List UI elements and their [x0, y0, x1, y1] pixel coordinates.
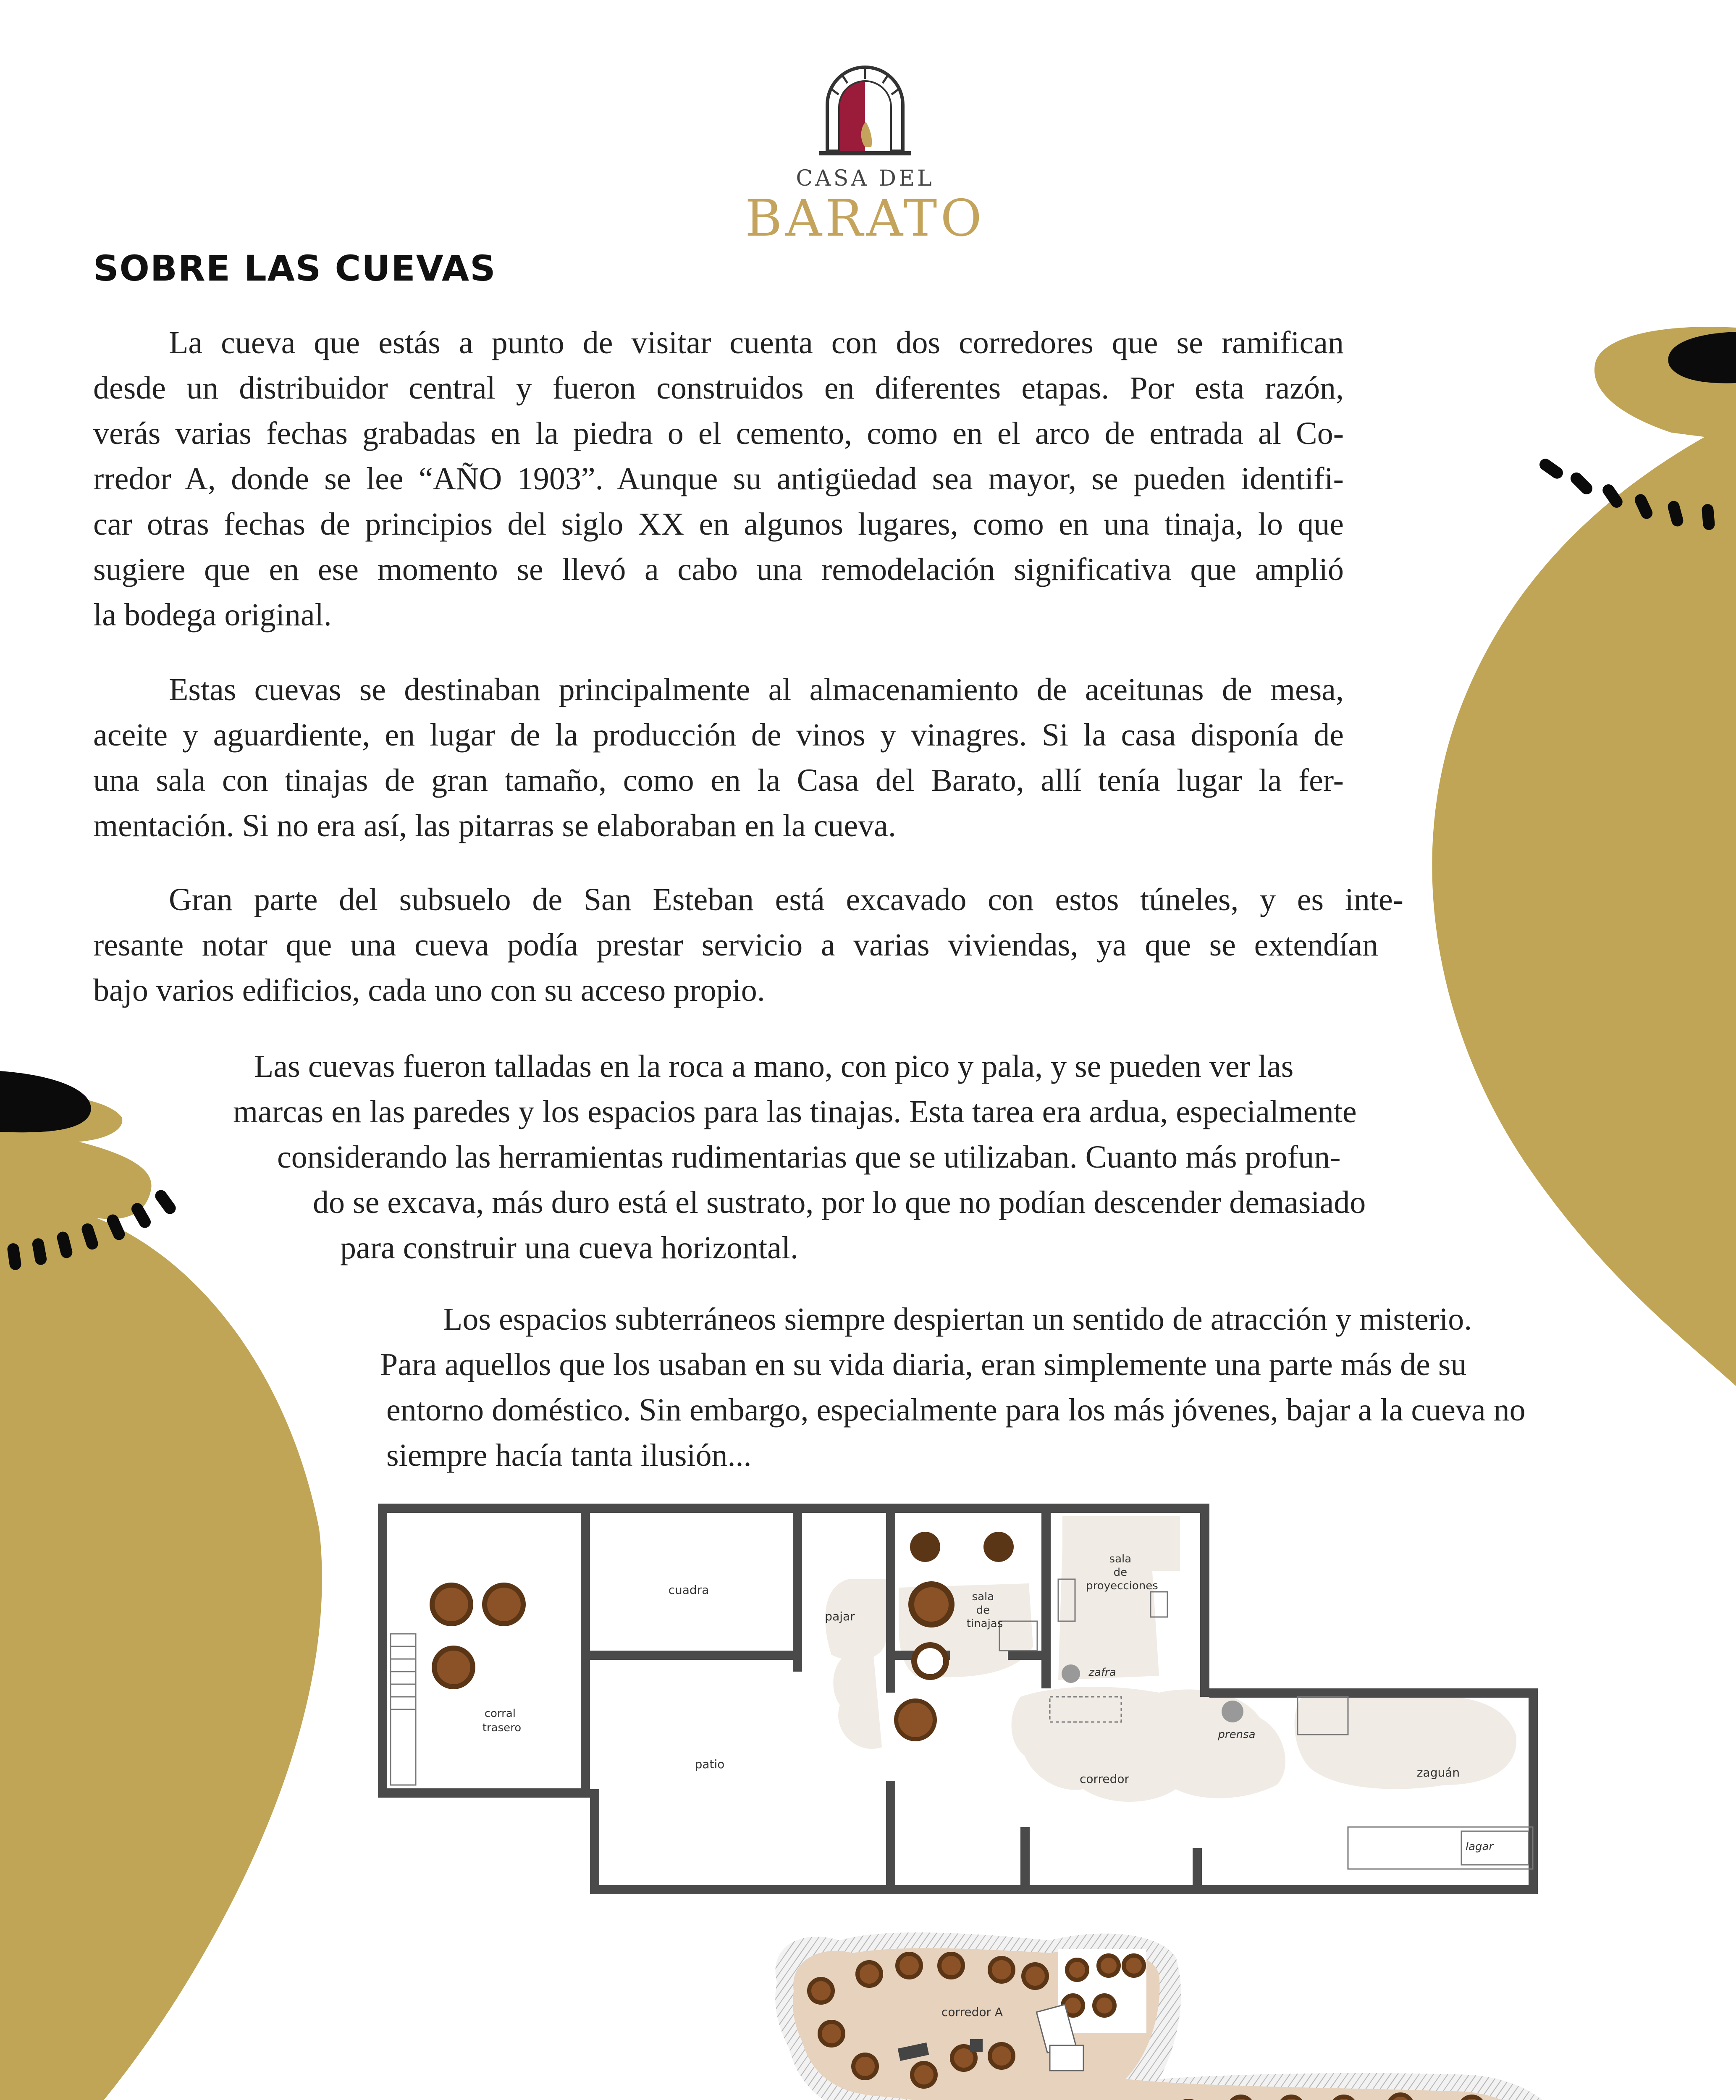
label-sala-tinajas-line: tinajas [966, 1617, 1003, 1630]
paragraph-line: desde un distribuidor central y fueron construidos en diferentes etapas. Por esta razón, [93, 370, 1344, 406]
label-corral-line: corral [484, 1707, 516, 1720]
paragraph-line: Para aquellos que los usaban en su vida diaria, eran simplemente una parte más de su [380, 1347, 1467, 1382]
label-patio: patio [695, 1757, 725, 1771]
logo-name-small: CASA DEL [796, 166, 934, 191]
label-prensa: prensa [1218, 1728, 1256, 1741]
paragraph-line: Estas cuevas se destinaban principalmente al almacenamiento de aceitunas de mesa, [169, 672, 1344, 707]
label-corredor: corredor [1079, 1772, 1130, 1786]
label-zaguan: zaguán [1416, 1766, 1460, 1780]
label-sala-proyecciones-line: proyecciones [1086, 1580, 1158, 1592]
label-corral-line: trasero [482, 1722, 522, 1734]
paragraph-line: siempre hacía tanta ilusión... [386, 1438, 752, 1473]
label-sala-proyecciones-line: de [1113, 1566, 1128, 1579]
paragraph-3 [93, 877, 1403, 1013]
paragraph-line: rredor A, donde se lee “AÑO 1903”. Aunque su antigüedad sea mayor, se pueden identifi- [93, 461, 1344, 496]
paragraph-line: para construir una cueva horizontal. [340, 1230, 798, 1265]
label-corral-trasero [483, 1707, 521, 1734]
paragraph-line: sugiere que en ese momento se llevó a cabo una remodelación significativa que amplió [93, 552, 1344, 587]
logo [739, 63, 991, 248]
paragraph-line: entorno doméstico. Sin embargo, especialmente para los más jóvenes, bajar a la cueva no [386, 1392, 1526, 1428]
label-sala-tinajas-line: sala [972, 1591, 994, 1603]
label-sala-tinajas-line: de [976, 1604, 990, 1617]
label-corredor-a: corredor A [941, 2005, 1003, 2019]
label-lagar: lagar [1465, 1840, 1494, 1853]
paragraph-5 [0, 1297, 1736, 1481]
paragraph-2 [93, 667, 1344, 848]
paragraph-1 [93, 320, 1344, 638]
paragraph-line: aceite y aguardiente, en lugar de la producción de vinos y vinagres. Si la casa disponía de [93, 717, 1344, 753]
logo-name-big: BARATO [745, 189, 985, 248]
cave-plan [756, 1924, 1579, 2100]
paragraph-line: Los espacios subterráneos siempre despiertan un sentido de atracción y misterio. [443, 1302, 1472, 1337]
paragraph-line: la bodega original. [93, 597, 332, 633]
paragraph-line: car otras fechas de principios del siglo XX en algunos lugares, como en una tinaja, lo que [93, 507, 1344, 542]
paragraph-line: considerando las herramientas rudimentarias que se utilizaban. Cuanto más profun- [277, 1139, 1341, 1175]
label-zafra: zafra [1088, 1666, 1116, 1679]
label-sala-proyecciones-line: sala [1109, 1553, 1132, 1565]
paragraph-line: verás varias fechas grabadas en la piedra o el cemento, como en el arco de entrada al Co- [93, 416, 1344, 451]
paragraph-line: resante notar que una cueva podía prestar servicio a varias viviendas, ya que se extendían [93, 927, 1378, 963]
paragraph-line: bajo varios edificios, cada uno con su acceso propio. [93, 973, 765, 1008]
paragraph-line: Las cuevas fueron talladas en la roca a mano, con pico y pala, y se pueden ver las [254, 1049, 1294, 1084]
paragraph-line: Gran parte del subsuelo de San Esteban está excavado con estos túneles, y es inte- [169, 882, 1403, 917]
label-cuadra: cuadra [668, 1583, 709, 1597]
page-title: SOBRE LAS CUEVAS [93, 248, 496, 289]
paragraph-line: una sala con tinajas de gran tamaño, como en la Casa del Barato, allí tenía lugar la fer- [93, 763, 1344, 798]
floor-plan [370, 1499, 1554, 1898]
paragraph-line: marcas en las paredes y los espacios para las tinajas. Esta tarea era ardua, especialmente [233, 1094, 1357, 1129]
arch-logo-icon [815, 63, 915, 160]
paragraph-line: do se excava, más duro está el sustrato, por lo que no podían descender demasiado [313, 1185, 1366, 1220]
label-pajar: pajar [825, 1609, 855, 1623]
paragraph-4 [0, 1044, 1736, 1279]
paragraph-line: mentación. Si no era así, las pitarras se elaboraban en la cueva. [93, 808, 896, 843]
paragraph-line: La cueva que estás a punto de visitar cuenta con dos corredores que se ramifican [169, 325, 1344, 360]
